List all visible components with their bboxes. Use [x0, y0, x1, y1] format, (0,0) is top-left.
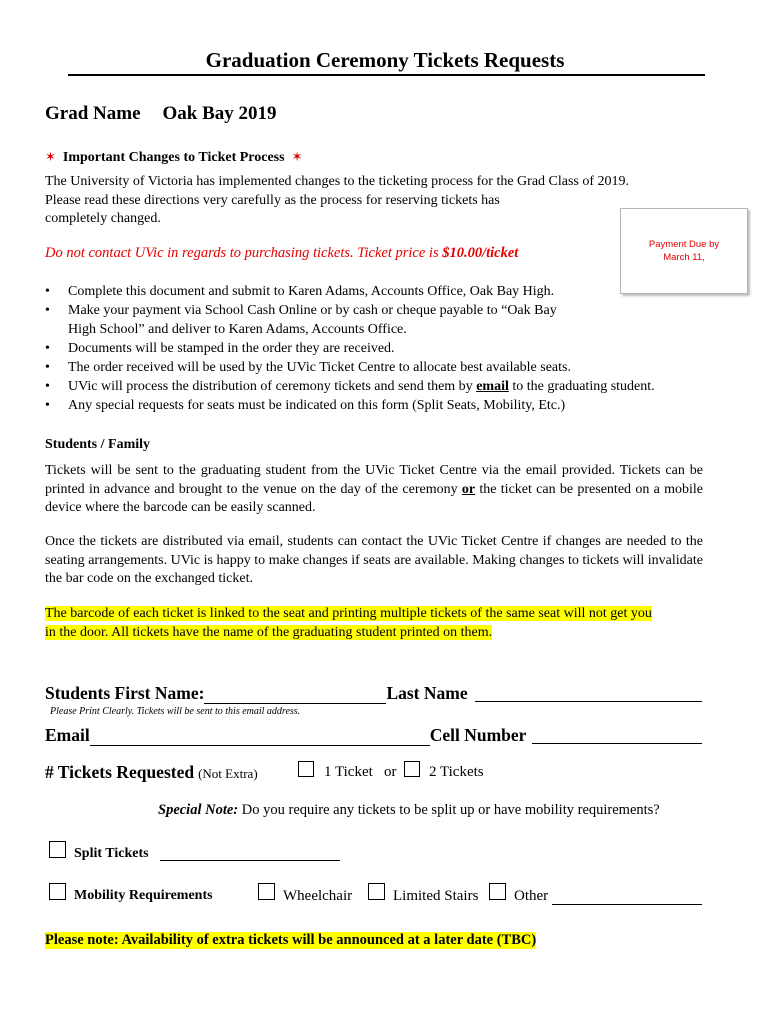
payment-due-label: Payment Due by [648, 239, 720, 250]
other-checkbox[interactable] [489, 883, 506, 900]
list-item: • The order received will be used by the UVic Ticket Centre to allocate best available seats. [45, 358, 705, 377]
tickets-requested-label: # Tickets Requested [45, 762, 195, 782]
list-item [45, 377, 705, 396]
para-text: Tickets will be sent to the graduating student from the UVic Ticket Centre via the email provided. Tickets can be printed in advance and brought to the venue on the day of the ceremony [45, 463, 703, 497]
first-name-label: Students First Name: [45, 683, 205, 703]
price-notice-text: Do not contact UVic in regards to purchasing tickets. Ticket price is [45, 245, 443, 261]
list-item: • Complete this document and submit to Karen Adams, Accounts Office, Oak Bay High. [45, 282, 705, 301]
limited-stairs-checkbox[interactable] [368, 883, 385, 900]
two-tickets-label: 2 Tickets [429, 764, 484, 780]
email-label: Email [45, 725, 90, 745]
tickets-paragraph [45, 462, 703, 518]
or-emphasis: or [461, 481, 476, 497]
important-heading [45, 149, 302, 166]
split-tickets-field[interactable] [160, 842, 340, 861]
one-ticket-label: 1 Ticket [324, 764, 373, 780]
cell-label: Cell Number [429, 725, 527, 745]
print-note: Please Print Clearly. Tickets will be sent to this email address. [50, 706, 301, 717]
first-name-field[interactable] [204, 685, 386, 704]
list-item-text: High School” and deliver to Karen Adams, Accounts Office. [68, 322, 407, 337]
barcode-notice [45, 605, 705, 642]
tickets-row [45, 762, 258, 783]
wheelchair-checkbox[interactable] [258, 883, 275, 900]
payment-due-date: March 11, [663, 252, 705, 263]
list-item-text: to the graduating student. [508, 379, 655, 394]
not-extra-label: (Not Extra) [198, 766, 258, 781]
email-field[interactable] [90, 727, 430, 746]
other-label: Other [514, 888, 549, 904]
list-item: • Documents will be stamped in the order they are received. [45, 339, 705, 358]
list-item-text: UVic will process the distribution of ceremony tickets and send them by [68, 379, 477, 394]
wheelchair-label: Wheelchair [283, 888, 353, 904]
list-item-text: Make your payment via School Cash Online or by cash or cheque payable to “Oak Bay [68, 303, 557, 318]
extra-tickets-note: Please note: Availability of extra tickets will be announced at a later date (TBC) [45, 932, 537, 948]
grad-name-value: Oak Bay 2019 [162, 103, 277, 124]
last-name-field[interactable] [475, 683, 702, 702]
barcode-line: The barcode of each ticket is linked to the seat and printing multiple tickets of the same seat will not get you [45, 606, 652, 621]
other-field[interactable] [552, 886, 702, 905]
ticket-price: $10.00/ticket [442, 245, 519, 261]
star-icon: ✶ [291, 149, 303, 164]
list-item: • Any special requests for seats must be indicated on this form (Split Seats, Mobility, Etc.) [45, 396, 705, 415]
email-row [45, 725, 526, 746]
mobility-label: Mobility Requirements [74, 888, 213, 903]
last-name-label: Last Name [386, 683, 468, 703]
star-icon: ✶ [45, 149, 56, 164]
email-emphasis: email [476, 379, 509, 394]
intro-line: completely changed. [45, 211, 161, 226]
special-note [158, 802, 660, 819]
intro-paragraph [45, 173, 705, 229]
split-tickets-label: Split Tickets [74, 846, 149, 861]
or-label: or [384, 764, 397, 780]
price-notice [45, 245, 518, 262]
special-note-label: Special Note: [158, 802, 239, 818]
para-text: the ticket can be presented on a mobile device where the barcode can be easily scanned. [45, 481, 703, 515]
title-underline [68, 74, 705, 76]
cell-field[interactable] [532, 725, 702, 744]
barcode-line: in the door. All tickets have the name of the graduating student printed on them. [45, 624, 493, 640]
special-note-text: Do you require any tickets to be split up or have mobility requirements? [238, 802, 660, 818]
intro-line: The University of Victoria has implemented changes to the ticketing process for the Grad Class of 2019. [45, 174, 630, 189]
one-ticket-checkbox[interactable] [298, 761, 314, 777]
mobility-checkbox[interactable] [49, 883, 66, 900]
important-label: Important Changes to Ticket Process [62, 150, 285, 165]
page-title: Graduation Ceremony Tickets Requests [205, 48, 565, 72]
section-heading: Students / Family [45, 437, 151, 452]
grad-name [45, 103, 277, 125]
grad-name-label: Grad Name [45, 103, 141, 124]
name-row [45, 683, 468, 704]
two-tickets-checkbox[interactable] [404, 761, 420, 777]
changes-paragraph: Once the tickets are distributed via email, students can contact the UVic Ticket Centre if changes are needed to the seating arrangements. UVic is happy to make changes if seats are available. Making changes to tickets will invalidate the bar code on the exchanged ticket. [45, 534, 703, 586]
instructions-list [45, 282, 705, 415]
limited-stairs-label: Limited Stairs [393, 888, 479, 904]
split-tickets-checkbox[interactable] [49, 841, 66, 858]
intro-line: Please read these directions very carefully as the process for reserving tickets has [45, 192, 500, 208]
list-item [45, 301, 705, 339]
